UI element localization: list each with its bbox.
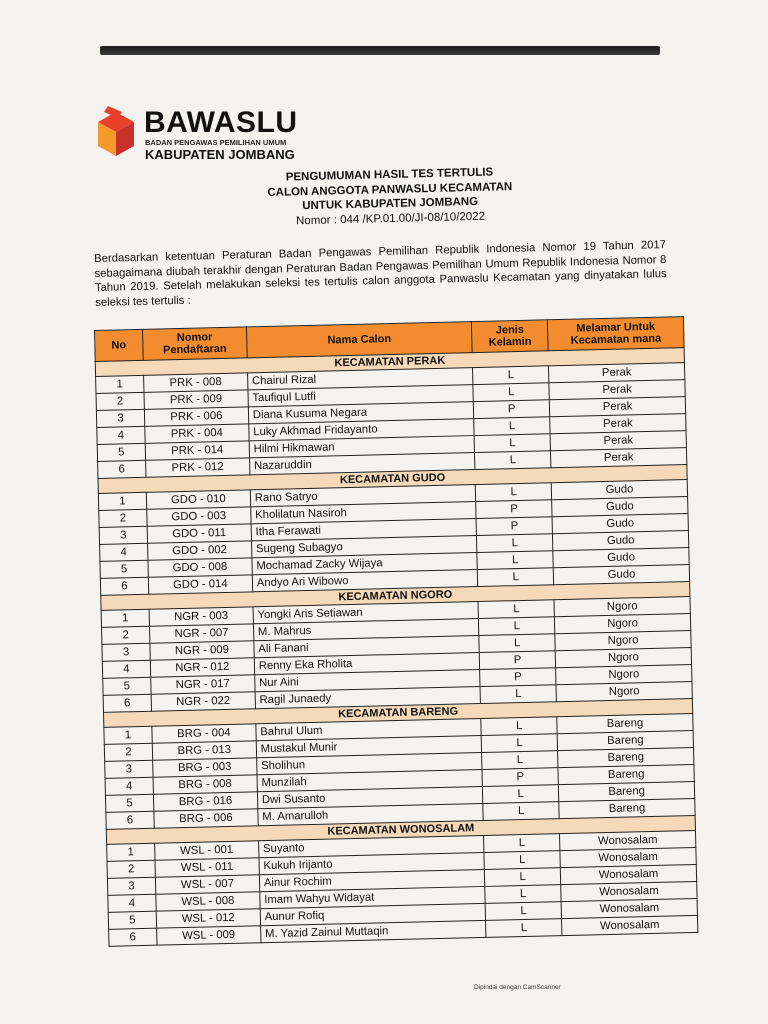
- candidate-name: Itha Ferawati: [251, 519, 477, 541]
- row-number: 3: [107, 877, 155, 895]
- candidate-name: M. Amarulloh: [258, 803, 484, 825]
- candidate-area: Bareng: [558, 764, 694, 784]
- candidate-sex: L: [485, 868, 561, 887]
- row-number: 1: [98, 492, 146, 510]
- candidate-area: Ngoro: [556, 665, 692, 685]
- candidate-name: Sugeng Subagyo: [251, 536, 477, 558]
- row-number: 6: [109, 928, 157, 946]
- registration-number: NGR - 022: [151, 692, 255, 711]
- registration-number: WSL - 001: [155, 841, 259, 860]
- candidate-area: Perak: [551, 448, 687, 468]
- registration-number: GDO - 011: [147, 524, 251, 543]
- candidate-name: M. Yazid Zainul Muttaqin: [260, 920, 486, 942]
- candidate-name: Sholihun: [256, 752, 482, 774]
- candidate-name: Mochamad Zacky Wijaya: [252, 553, 478, 575]
- candidate-sex: L: [484, 834, 560, 853]
- registration-number: WSL - 009: [157, 926, 261, 945]
- candidate-sex: P: [474, 400, 550, 419]
- candidate-area: Perak: [549, 397, 685, 417]
- registration-number: NGR - 009: [150, 641, 254, 660]
- candidate-area: Gudo: [553, 565, 689, 585]
- candidate-name: Dwi Susanto: [257, 786, 483, 808]
- candidate-sex: P: [482, 768, 558, 787]
- candidate-sex: P: [476, 500, 552, 519]
- row-number: 4: [102, 660, 150, 678]
- candidate-sex: L: [483, 785, 559, 804]
- candidate-name: Chairul Rizal: [247, 368, 473, 390]
- group-title: KECAMATAN BARENG: [104, 699, 693, 728]
- registration-number: GDO - 003: [147, 507, 251, 526]
- row-number: 5: [100, 560, 148, 578]
- candidate-area: Bareng: [559, 798, 695, 818]
- header-registration: Nomor Pendaftaran: [142, 327, 247, 360]
- candidate-area: Gudo: [553, 548, 689, 568]
- row-number: 3: [96, 409, 144, 427]
- candidate-sex: L: [477, 534, 553, 553]
- registration-number: GDO - 014: [148, 575, 252, 594]
- candidate-area: Wonosalam: [561, 898, 697, 918]
- candidate-area: Wonosalam: [560, 847, 696, 867]
- heading-line-1: PENGUMUMAN HASIL TES TERTULIS: [285, 166, 494, 184]
- heading-line-2: CALON ANGGOTA PANWASLU KECAMATAN: [267, 180, 513, 199]
- candidate-name: Imam Wahyu Widayat: [260, 886, 486, 908]
- candidate-area: Ngoro: [556, 682, 692, 702]
- candidate-area: Gudo: [553, 531, 689, 551]
- registration-number: BRG - 008: [153, 775, 257, 794]
- candidate-name: Andyo Ari Wibowo: [252, 570, 478, 592]
- candidate-name: Diana Kusuma Negara: [248, 402, 474, 424]
- registration-number: PRK - 006: [144, 407, 248, 426]
- candidate-name: Suyanto: [258, 835, 484, 857]
- candidate-area: Ngoro: [555, 648, 691, 668]
- candidate-sex: L: [478, 568, 554, 587]
- candidate-sex: L: [473, 383, 549, 402]
- candidate-sex: L: [483, 802, 559, 821]
- candidate-name: Nur Aini: [254, 670, 480, 692]
- group-title: KECAMATAN NGORO: [101, 582, 690, 611]
- candidate-name: Ali Fanani: [254, 636, 480, 658]
- logo-name: BAWASLU: [144, 106, 298, 139]
- candidate-area: Gudo: [552, 497, 688, 517]
- intro-text: Berdasarkan ketentuan Peraturan Badan Pengawas Pemilihan Republik Indonesia Nomor 19 Tahun 2017 sebagaimana diubah terakhir dengan Peraturan Badan Pengawas Pemilihan Umum Republik Indonesia Nomor 8 Tahun 2019. Setelah melakukan seleksi tes tertulis calon anggota Panwaslu Kecamatan yang dinyatakan lulus seleksi tes tertulis :: [94, 239, 667, 309]
- candidate-area: Wonosalam: [562, 915, 698, 935]
- logo-subtitle: BADAN PENGAWAS PEMILIHAN UMUM: [145, 138, 287, 147]
- table-body: [95, 348, 698, 947]
- candidate-area: Ngoro: [555, 631, 691, 651]
- registration-number: PRK - 009: [144, 390, 248, 409]
- registration-number: GDO - 010: [146, 490, 250, 509]
- candidate-name: Bahrul Ulum: [256, 718, 482, 740]
- candidate-area: Gudo: [551, 480, 687, 500]
- announcement-heading: [229, 164, 550, 230]
- registration-number: WSL - 008: [156, 892, 260, 911]
- row-number: 1: [96, 375, 144, 393]
- registration-number: WSL - 012: [156, 909, 260, 928]
- registration-number: GDO - 002: [147, 541, 251, 560]
- row-number: 5: [108, 911, 156, 929]
- candidate-name: Aunur Rofiq: [260, 903, 486, 925]
- candidate-sex: L: [479, 634, 555, 653]
- candidate-name: Nazaruddin: [249, 453, 475, 475]
- row-number: 4: [100, 543, 148, 561]
- candidate-sex: L: [475, 451, 551, 470]
- candidate-sex: L: [473, 366, 549, 385]
- candidate-area: Bareng: [557, 714, 693, 734]
- registration-number: NGR - 012: [150, 658, 254, 677]
- candidate-name: Rano Satryo: [250, 485, 476, 507]
- candidate-area: Perak: [550, 431, 686, 451]
- row-number: 4: [105, 777, 153, 795]
- header-no: No: [95, 329, 144, 361]
- row-number: 5: [105, 794, 153, 812]
- candidate-area: Ngoro: [554, 597, 690, 617]
- candidate-area: Gudo: [552, 514, 688, 534]
- heading-line-3: UNTUK KABUPATEN JOMBANG: [302, 195, 479, 213]
- row-number: 2: [107, 860, 155, 878]
- ballot-box-icon: [94, 104, 140, 158]
- row-number: 4: [97, 426, 145, 444]
- registration-number: NGR - 017: [151, 675, 255, 694]
- candidate-area: Perak: [549, 380, 685, 400]
- candidate-name: Kukuh Irijanto: [259, 852, 485, 874]
- candidate-sex: P: [476, 517, 552, 536]
- registration-number: BRG - 016: [153, 792, 257, 811]
- candidate-sex: L: [484, 851, 560, 870]
- registration-number: NGR - 007: [149, 624, 253, 643]
- registration-number: WSL - 011: [155, 858, 259, 877]
- candidate-area: Wonosalam: [560, 830, 696, 850]
- candidate-sex: L: [476, 483, 552, 502]
- logo-region: KABUPATEN JOMBANG: [145, 147, 295, 162]
- registration-number: PRK - 004: [145, 424, 249, 443]
- candidate-area: Perak: [549, 363, 685, 383]
- scan-top-edge: [100, 46, 660, 55]
- candidate-area: Wonosalam: [561, 881, 697, 901]
- candidate-name: Ragil Junaedy: [255, 686, 481, 708]
- registration-number: BRG - 004: [152, 724, 256, 743]
- candidate-sex: L: [481, 734, 557, 753]
- row-number: 1: [104, 726, 152, 744]
- row-number: 4: [108, 894, 156, 912]
- candidate-name: Mustakul Munir: [256, 735, 482, 757]
- results-table: [94, 316, 698, 947]
- row-number: 1: [107, 843, 155, 861]
- candidate-name: Kholilatun Nasiroh: [251, 502, 477, 524]
- row-number: 5: [103, 677, 151, 695]
- candidate-area: Ngoro: [555, 614, 691, 634]
- registration-number: BRG - 006: [154, 809, 258, 828]
- header-sex: Jenis Kelamin: [472, 320, 549, 353]
- candidate-sex: L: [477, 551, 553, 570]
- candidate-area: Bareng: [559, 781, 695, 801]
- candidate-sex: L: [478, 600, 554, 619]
- results-table-wrapper: [94, 316, 698, 947]
- group-title: KECAMATAN WONOSALAM: [106, 815, 695, 844]
- row-number: 6: [106, 811, 154, 829]
- registration-number: BRG - 003: [153, 758, 257, 777]
- registration-number: GDO - 008: [148, 558, 252, 577]
- row-number: 2: [104, 743, 152, 761]
- header-area: Melamar Untuk Kecamatan mana: [548, 317, 685, 351]
- intro-paragraph: [94, 238, 667, 310]
- row-number: 1: [101, 609, 149, 627]
- header-name: Nama Calon: [246, 322, 472, 358]
- candidate-name: Munzilah: [257, 769, 483, 791]
- candidate-area: Perak: [550, 414, 686, 434]
- group-title: KECAMATAN PERAK: [95, 348, 684, 377]
- row-number: 5: [97, 443, 145, 461]
- registration-number: PRK - 008: [143, 373, 247, 392]
- candidate-name: Ainur Rochim: [259, 869, 485, 891]
- candidate-sex: L: [481, 717, 557, 736]
- candidate-sex: L: [479, 617, 555, 636]
- candidate-sex: L: [480, 685, 556, 704]
- document-number: Nomor : 044 /KP.01.00/JI-08/10/2022: [295, 210, 486, 227]
- row-number: 2: [96, 392, 144, 410]
- registration-number: PRK - 012: [145, 458, 249, 477]
- registration-number: WSL - 007: [155, 875, 259, 894]
- row-number: 3: [105, 760, 153, 778]
- candidate-name: Luky Akhmad Fridayanto: [249, 419, 475, 441]
- bawaslu-logo: [94, 104, 314, 160]
- candidate-sex: L: [485, 902, 561, 921]
- candidate-sex: L: [482, 751, 558, 770]
- row-number: 6: [103, 694, 151, 712]
- candidate-area: Wonosalam: [560, 864, 696, 884]
- candidate-name: M. Mahrus: [253, 619, 479, 641]
- candidate-area: Bareng: [558, 747, 694, 767]
- candidate-sex: L: [474, 434, 550, 453]
- registration-number: NGR - 003: [149, 607, 253, 626]
- row-number: 6: [100, 577, 148, 595]
- candidate-sex: L: [485, 885, 561, 904]
- candidate-name: Taufiqul Lutfi: [248, 385, 474, 407]
- candidate-sex: L: [474, 417, 550, 436]
- candidate-sex: L: [486, 919, 562, 938]
- candidate-name: Yongki Aris Setiawan: [253, 602, 479, 624]
- candidate-area: Bareng: [557, 730, 693, 750]
- candidate-sex: P: [480, 668, 556, 687]
- row-number: 6: [98, 460, 146, 478]
- scanner-footer: Dipindai dengan CamScanner: [474, 984, 561, 991]
- row-number: 3: [99, 526, 147, 544]
- candidate-name: Renny Eka Rholita: [254, 653, 480, 675]
- row-number: 2: [99, 509, 147, 527]
- group-title: KECAMATAN GUDO: [98, 465, 687, 494]
- row-number: 2: [102, 626, 150, 644]
- registration-number: BRG - 013: [152, 741, 256, 760]
- row-number: 3: [102, 643, 150, 661]
- registration-number: PRK - 014: [145, 441, 249, 460]
- candidate-sex: P: [479, 651, 555, 670]
- candidate-name: Hilmi Hikmawan: [249, 436, 475, 458]
